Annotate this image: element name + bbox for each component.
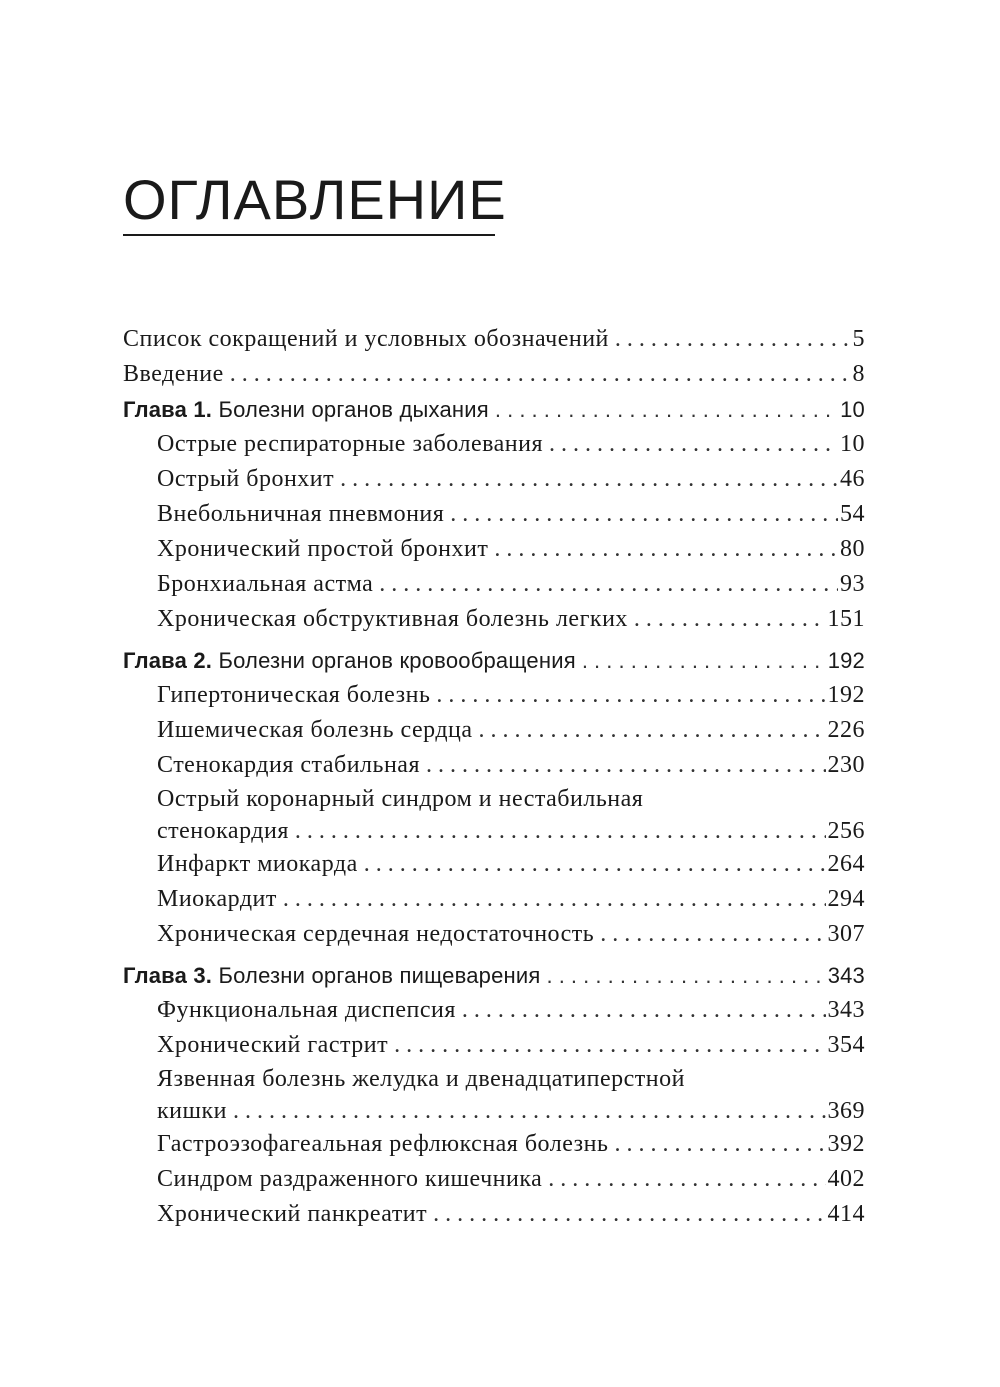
toc-entry[interactable] [123, 882, 865, 917]
toc-entry-label-line1: Острый коронарный синдром и нестабильная [157, 786, 644, 812]
page-title: ОГЛАВЛЕНИЕ [123, 168, 507, 231]
toc-entry[interactable] [123, 497, 865, 532]
toc-page-number: 46 [840, 466, 865, 492]
toc-chapter-label [123, 392, 489, 427]
dot-leader [394, 1028, 825, 1063]
toc-entry[interactable] [123, 532, 865, 567]
dot-leader [634, 602, 826, 637]
dot-leader [615, 322, 851, 357]
toc-entry-multiline[interactable] [123, 1063, 865, 1127]
toc-entry-label: Функциональная диспепсия [157, 997, 456, 1023]
dot-leader [549, 427, 838, 462]
toc-entry-label: Миокардит [157, 886, 277, 912]
toc-page-number: 392 [827, 1131, 865, 1157]
chapter-number: Глава 1. [123, 397, 213, 422]
toc-page-number: 414 [827, 1201, 865, 1227]
chapter-title: Болезни органов кровообращения [218, 648, 576, 673]
toc-chapter-3[interactable] [123, 958, 865, 993]
chapter-number: Глава 2. [123, 648, 213, 673]
toc-entry-label-line2: кишки [157, 1098, 227, 1124]
toc-entry[interactable] [123, 602, 865, 637]
dot-leader [600, 917, 825, 952]
toc-entry-label: Хронический панкреатит [157, 1201, 428, 1227]
toc-page-number: 307 [827, 921, 865, 947]
toc-chapter-1[interactable] [123, 392, 865, 427]
toc-entry-label: Хроническая сердечная недостаточность [157, 921, 595, 947]
toc-page-number: 10 [840, 431, 865, 457]
toc-page-number: 256 [827, 818, 865, 844]
toc-entry-label: Бронхиальная астма [157, 571, 374, 597]
toc-entry-continuation [123, 1095, 865, 1127]
dot-leader [582, 643, 826, 678]
dot-leader [614, 1127, 825, 1162]
toc-entry[interactable] [123, 993, 865, 1028]
toc-entry-introduction[interactable] [123, 357, 865, 392]
toc-entry-label: Инфаркт миокарда [157, 851, 358, 877]
toc-entry[interactable] [123, 1162, 865, 1197]
toc-entry[interactable] [123, 567, 865, 602]
dot-leader [379, 567, 838, 602]
toc-entry-continuation [123, 815, 865, 847]
toc-entry[interactable] [123, 462, 865, 497]
dot-leader [494, 532, 838, 567]
toc-page-number: 354 [827, 1032, 865, 1058]
dot-leader [233, 1095, 826, 1127]
toc-entry-label: Острые респираторные заболевания [157, 431, 544, 457]
toc-page-number: 226 [827, 717, 865, 743]
toc-entry[interactable] [123, 678, 865, 713]
toc-page-number: 402 [827, 1166, 865, 1192]
toc-entry-label: Внебольничная пневмония [157, 501, 445, 527]
dot-leader [436, 678, 825, 713]
toc-entry[interactable] [123, 748, 865, 783]
chapter-title: Болезни органов дыхания [218, 397, 489, 422]
dot-leader [548, 1162, 825, 1197]
dot-leader [283, 882, 826, 917]
dot-leader [364, 847, 826, 882]
chapter-number: Глава 3. [123, 963, 213, 988]
toc-page-number: 369 [827, 1098, 865, 1124]
toc-entry-abbreviations[interactable] [123, 322, 865, 357]
toc-entry[interactable] [123, 713, 865, 748]
dot-leader [495, 392, 838, 427]
dot-leader [462, 993, 826, 1028]
dot-leader [546, 958, 825, 993]
toc-chapter-2[interactable] [123, 643, 865, 678]
toc-chapter-label [123, 643, 576, 678]
toc-page-number: 8 [852, 361, 865, 387]
toc-entry-label: Гипертоническая болезнь [157, 682, 431, 708]
toc-chapter-label [123, 958, 540, 993]
toc-page-number: 264 [827, 851, 865, 877]
dot-leader [450, 497, 838, 532]
toc-entry-label: Острый бронхит [157, 466, 335, 492]
toc-entry[interactable] [123, 1197, 865, 1232]
toc-page-number: 54 [840, 501, 865, 527]
toc-entry-label: Стенокардия стабильная [157, 752, 420, 778]
toc-entry[interactable] [123, 1127, 865, 1162]
toc-entry[interactable] [123, 1028, 865, 1063]
title-underline [123, 234, 495, 236]
toc-page-number: 93 [840, 571, 865, 597]
toc-entry[interactable] [123, 917, 865, 952]
toc-entry[interactable] [123, 427, 865, 462]
toc-page-number: 10 [840, 397, 865, 422]
toc-page-number: 294 [827, 886, 865, 912]
toc-entry-label: Гастроэзофагеальная рефлюксная болезнь [157, 1131, 609, 1157]
toc-page-number: 192 [827, 648, 865, 673]
toc-page-number: 343 [827, 963, 865, 988]
toc-entry[interactable] [123, 847, 865, 882]
toc-entry-label-line2: стенокардия [157, 818, 289, 844]
dot-leader [295, 815, 826, 847]
table-of-contents [123, 322, 865, 1232]
toc-page-number: 192 [827, 682, 865, 708]
dot-leader [230, 357, 851, 392]
dot-leader [426, 748, 826, 783]
toc-entry-label: Хронический гастрит [157, 1032, 389, 1058]
toc-entry-multiline[interactable] [123, 783, 865, 847]
toc-entry-label: Хронический простой бронхит [157, 536, 489, 562]
dot-leader [433, 1197, 825, 1232]
dot-leader [340, 462, 838, 497]
toc-page-number: 230 [827, 752, 865, 778]
toc-entry-label: Синдром раздраженного кишечника [157, 1166, 543, 1192]
toc-entry-label: Введение [123, 361, 224, 387]
toc-page-number: 343 [827, 997, 865, 1023]
chapter-title: Болезни органов пищеварения [218, 963, 541, 988]
toc-entry-label: Ишемическая болезнь сердца [157, 717, 473, 743]
toc-entry-label-line1: Язвенная болезнь желудка и двенадцатиперстной [157, 1066, 685, 1092]
toc-page-number: 80 [840, 536, 865, 562]
toc-entry-label: Список сокращений и условных обозначений [123, 326, 609, 352]
dot-leader [479, 713, 826, 748]
toc-entry-label: Хроническая обструктивная болезнь легких [157, 606, 628, 632]
toc-page-number: 5 [852, 326, 865, 352]
toc-page-number: 151 [827, 606, 865, 632]
